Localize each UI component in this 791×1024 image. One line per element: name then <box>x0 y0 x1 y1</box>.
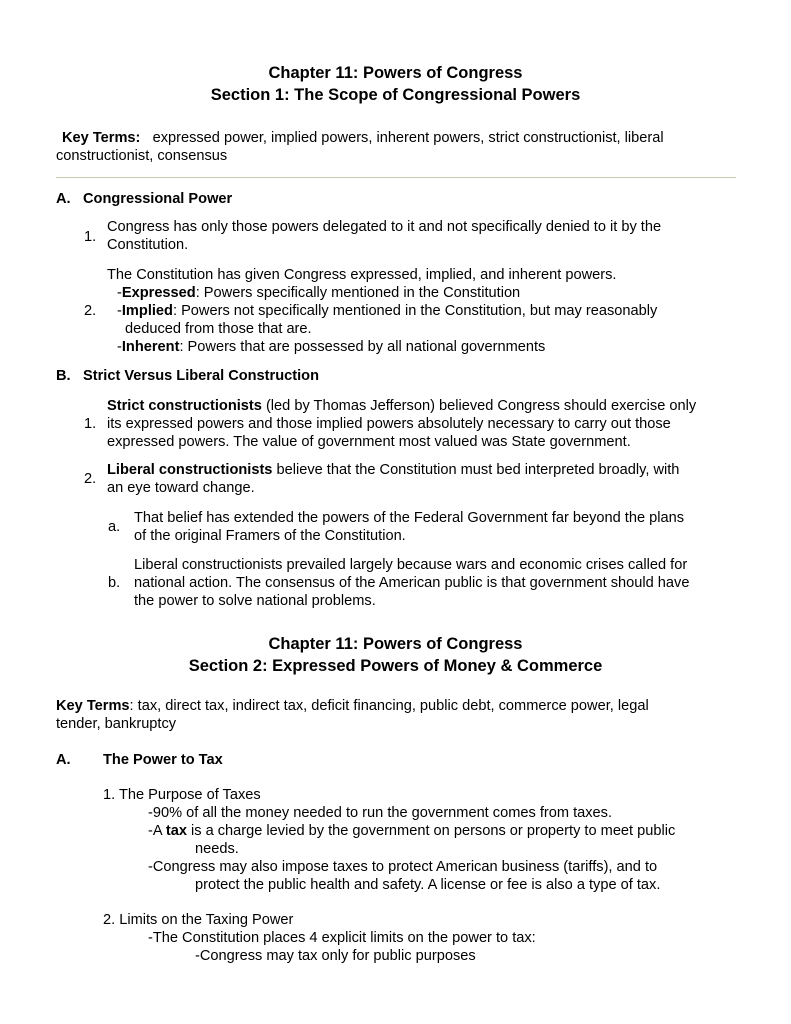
outline-heading: Congressional Power <box>83 191 233 207</box>
definition-implied: -Implied: Powers not specifically mentioned in the Constitution, but may reasonably <box>117 303 658 319</box>
key-terms-text: : tax, direct tax, indirect tax, deficit financing, public debt, commerce power, legal <box>129 698 649 714</box>
sublist-text: the power to solve national problems. <box>134 593 376 609</box>
key-terms-continued: tender, bankruptcy <box>56 716 177 732</box>
outline-heading: The Power to Tax <box>103 752 223 768</box>
body-line: -Congress may also impose taxes to protect American business (tariffs), and to <box>148 859 658 875</box>
list-number: 2. <box>84 303 97 319</box>
list-item-text: Strict constructionists (led by Thomas Jefferson) believed Congress should exercise only <box>107 398 697 414</box>
list-item-text: The Constitution has given Congress expressed, implied, and inherent powers. <box>107 267 617 283</box>
key-terms-label: Key Terms: <box>62 130 141 146</box>
key-terms <box>56 697 649 715</box>
key-terms <box>62 129 664 147</box>
chapter-title: Chapter 11: Powers of Congress <box>268 635 523 653</box>
list-number: 1. <box>84 416 97 432</box>
key-terms-continued: constructionist, consensus <box>56 148 228 164</box>
list-item-text: Constitution. <box>107 237 189 253</box>
list-number: 1. <box>84 229 97 245</box>
term: Inherent <box>121 339 180 355</box>
body-line: -90% of all the money needed to run the government comes from taxes. <box>148 805 613 821</box>
list-number: 2. <box>84 471 97 487</box>
term: Strict constructionists <box>107 398 262 414</box>
subheading: 2. Limits on the Taxing Power <box>103 912 294 928</box>
subheading: 1. The Purpose of Taxes <box>103 787 261 803</box>
sublist-text: of the original Framers of the Constitution. <box>134 528 406 544</box>
definition-inherent: -Inherent: Powers that are possessed by all national governments <box>117 339 546 355</box>
sublist-letter: b. <box>108 575 121 591</box>
sublist-letter: a. <box>108 519 121 535</box>
list-item-text: expressed powers. The value of government most valued was State government. <box>107 434 631 450</box>
term: Implied <box>121 303 173 319</box>
outline-label: A. <box>56 752 71 768</box>
term: Liberal constructionists <box>107 462 273 478</box>
definition-continued: deduced from those that are. <box>125 321 312 337</box>
list-item-text: an eye toward change. <box>107 480 255 496</box>
key-terms-label: Key Terms <box>56 698 130 714</box>
divider-rule <box>56 177 736 178</box>
sublist-text: That belief has extended the powers of the Federal Government far beyond the plans <box>134 510 685 526</box>
list-item-text: Congress has only those powers delegated to it and not specifically denied to it by the <box>107 219 662 235</box>
term: tax <box>165 823 187 839</box>
chapter-title: Chapter 11: Powers of Congress <box>268 64 523 82</box>
term: Expressed <box>121 285 196 301</box>
body-line: -A tax is a charge levied by the government on persons or property to meet public <box>148 823 676 839</box>
outline-label: B. <box>56 368 71 384</box>
sublist-text: national action. The consensus of the American public is that government should have <box>134 575 690 591</box>
body-line: -The Constitution places 4 explicit limits on the power to tax: <box>148 930 536 946</box>
section-title: Section 2: Expressed Powers of Money & Commerce <box>188 657 603 675</box>
list-item-text: its expressed powers and those implied powers absolutely necessary to carry out those <box>107 416 671 432</box>
definition-expressed: -Expressed: Powers specifically mentioned in the Constitution <box>117 285 521 301</box>
key-terms-text: expressed power, implied powers, inherent powers, strict constructionist, liberal <box>152 130 664 146</box>
body-line: needs. <box>195 841 239 857</box>
outline-label: A. <box>56 191 71 207</box>
list-item-text: Liberal constructionists believe that the Constitution must bed interpreted broadly, with <box>107 462 680 478</box>
outline-heading: Strict Versus Liberal Construction <box>83 368 319 384</box>
section-title: Section 1: The Scope of Congressional Powers <box>210 86 581 104</box>
body-line: protect the public health and safety. A license or fee is also a type of tax. <box>195 877 661 893</box>
sublist-text: Liberal constructionists prevailed largely because wars and economic crises called for <box>134 557 688 573</box>
body-line: -Congress may tax only for public purposes <box>195 948 476 964</box>
